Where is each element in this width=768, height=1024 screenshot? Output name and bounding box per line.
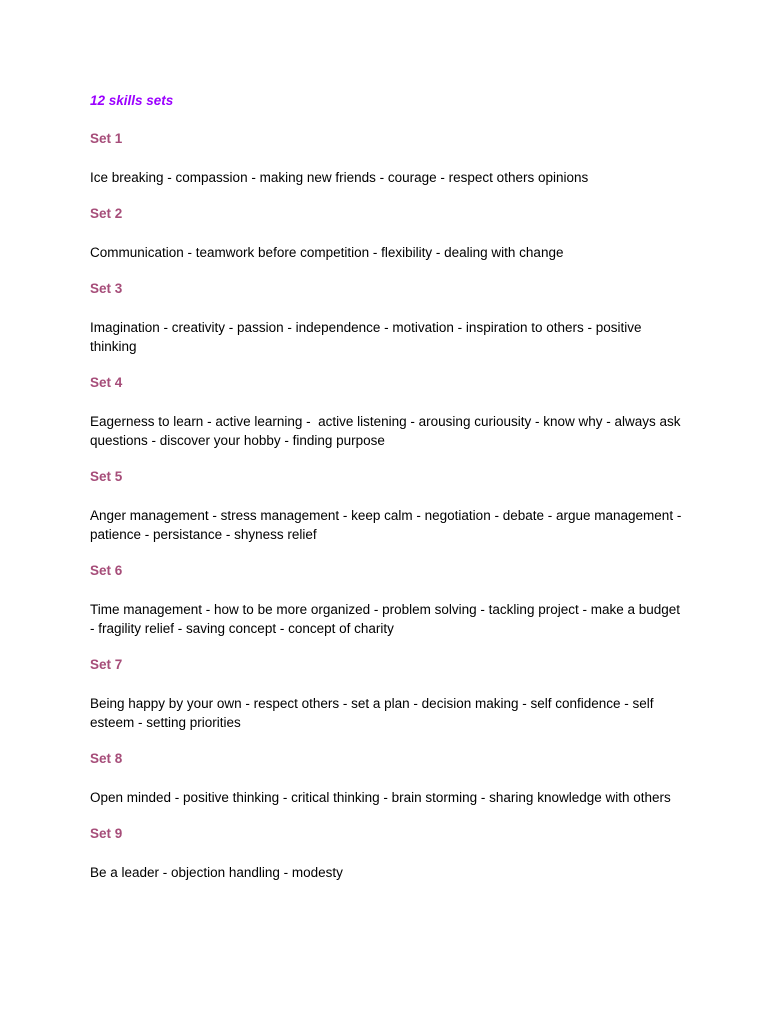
set-description: Communication - teamwork before competition - flexibility - dealing with change (90, 245, 564, 260)
set-heading: Set 7 (90, 657, 123, 672)
set-description: Be a leader - objection handling - modesty (90, 865, 343, 880)
set-heading: Set 9 (90, 826, 123, 841)
set-description: Time management - how to be more organized - problem solving - tackling project - make a budget - fragility relief - saving concept - concept of charity (90, 602, 684, 636)
set-heading: Set 1 (90, 131, 123, 146)
set-description: Imagination - creativity - passion - independence - motivation - inspiration to others - positive thinking (90, 320, 646, 354)
set-heading: Set 4 (90, 375, 123, 390)
set-description: Eagerness to learn - active learning - active listening - arousing curiousity - know why - always ask questions - discover your hobby - finding purpose (90, 414, 685, 448)
set-heading: Set 8 (90, 751, 123, 766)
set-description: Ice breaking - compassion - making new friends - courage - respect others opinions (90, 170, 589, 185)
set-heading: Set 5 (90, 469, 123, 484)
document-content (90, 92, 686, 900)
set-description: Open minded - positive thinking - critical thinking - brain storming - sharing knowledge with others (90, 790, 671, 805)
set-description: Anger management - stress management - keep calm - negotiation - debate - argue management - patience - persistance - shyness relief (90, 508, 686, 542)
set-heading: Set 2 (90, 206, 123, 221)
set-heading: Set 3 (90, 281, 123, 296)
document-title: 12 skills sets (90, 93, 174, 108)
set-heading: Set 6 (90, 563, 123, 578)
set-description: Being happy by your own - respect others - set a plan - decision making - self confidence - self esteem - setting priorities (90, 696, 658, 730)
